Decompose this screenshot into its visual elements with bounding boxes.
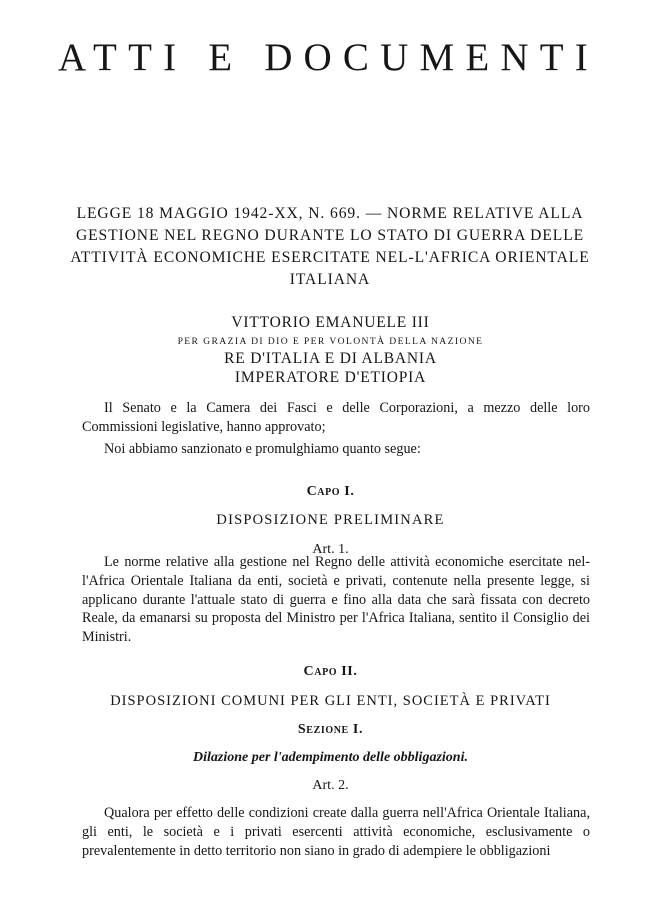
chapter-1-title: DISPOSIZIONE PRELIMINARE: [216, 512, 445, 528]
king-title: RE D'ITALIA E DI ALBANIA: [224, 350, 437, 367]
chapter-2-label: Capo II.: [303, 664, 358, 679]
section-1-label: Sezione I.: [297, 722, 364, 737]
section-1-title: Dilazione per l'adempimento delle obbligazioni.: [193, 750, 468, 765]
emperor-title: IMPERATORE D'ETIOPIA: [234, 369, 427, 386]
article-1-label: Art. 1.: [312, 542, 349, 557]
preamble-paragraph: Il Senato e la Camera dei Fasci e delle Corporazioni, a mezzo delle loro Commissioni legislative, hanno approvato;: [82, 400, 590, 435]
promulgation-paragraph: Noi abbiamo sanzionato e promulghiamo quanto segue:: [104, 441, 421, 457]
article-2-label: Art. 2.: [312, 778, 349, 793]
article-2-text: Qualora per effetto delle condizioni create dalla guerra nell'Africa Orientale Italiana, gli enti, le società e i privati esercenti attività economiche, esclusivamente o prevalentemente in detto territorio non siano in grado di adempiere le obbligazioni: [82, 805, 590, 859]
page-header-title: ATTI E DOCUMENTI: [58, 36, 599, 79]
king-name: VITTORIO EMANUELE III: [231, 314, 430, 331]
grace-formula: PER GRAZIA DI DIO E PER VOLONTÀ DELLA NAZIONE: [177, 336, 484, 347]
law-title: LEGGE 18 MAGGIO 1942-XX, N. 669. — NORME RELATIVE ALLA GESTIONE NEL REGNO DURANTE LO STATO DI GUERRA DELLE ATTIVITÀ ECONOMICHE ESERCITATE NEL-L'AFRICA ORIENTALE ITALIANA: [70, 205, 590, 288]
chapter-2-title: DISPOSIZIONI COMUNI PER GLI ENTI, SOCIETÀ E PRIVATI: [110, 693, 551, 709]
chapter-1-label: Capo I.: [306, 484, 355, 499]
article-1-text: Le norme relative alla gestione nel Regno delle attività economiche esercitate nel-l'Africa Orientale Italiana da enti, società e privati, contenute nella presente legge, si applicano durante l'attuale stato di guerra e fino alla data che sarà fissata con decreto Reale, da emanarsi su proposta del Ministro per l'Africa Italiana, sentito il Consiglio dei Ministri.: [82, 554, 590, 646]
